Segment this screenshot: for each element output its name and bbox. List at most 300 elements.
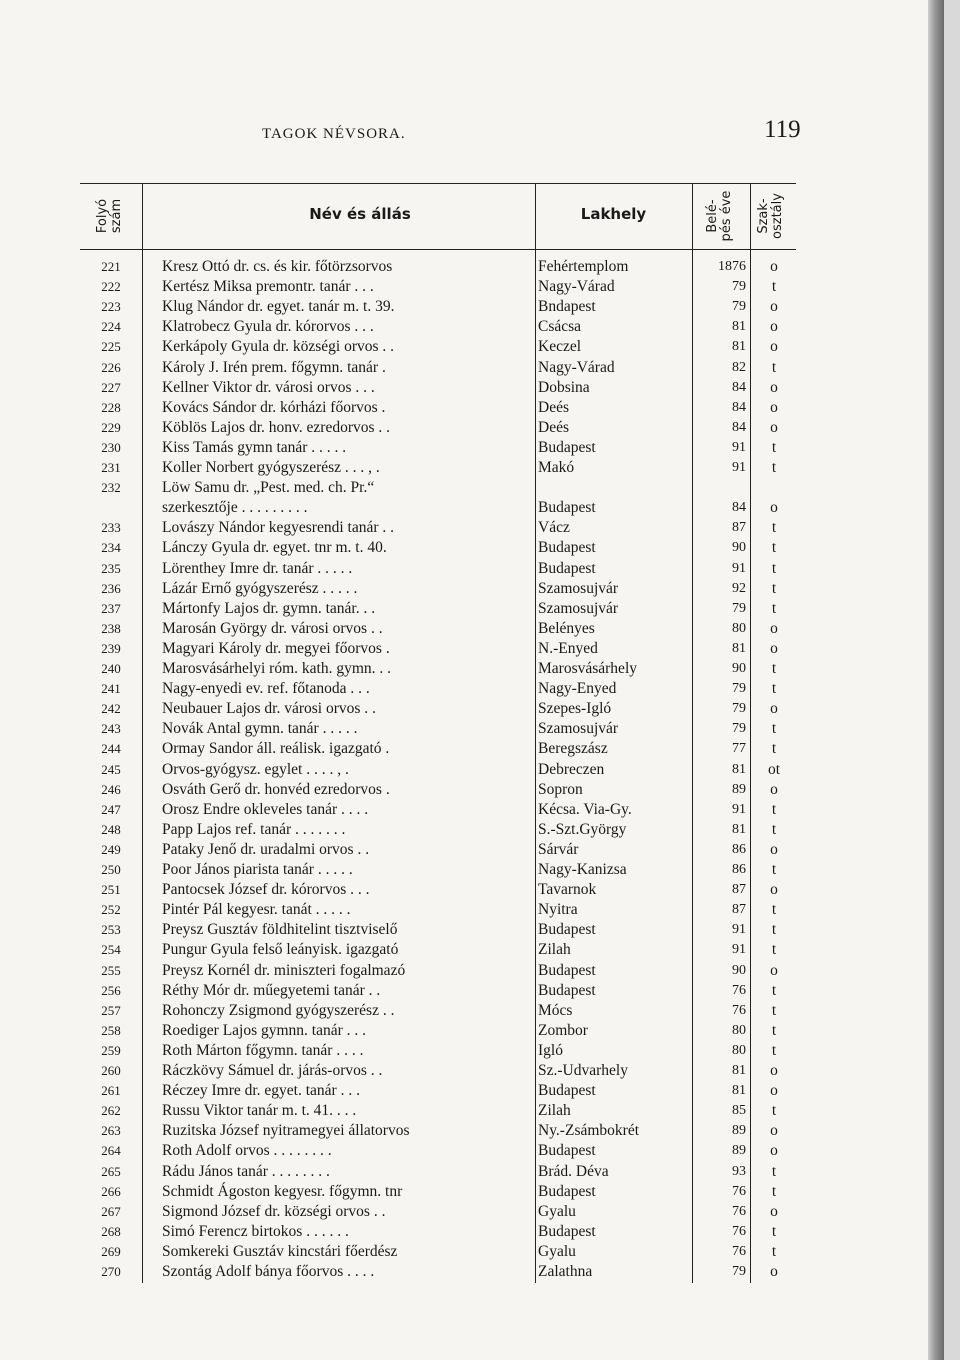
table-row [80,1222,796,1242]
entry-year: 81 [732,319,746,335]
section-code: o [770,1082,778,1100]
table-row [80,981,796,1001]
table-row [80,1001,796,1021]
member-residence: Budapest [538,1182,596,1200]
member-name-and-title: Köblös Lajos dr. honv. ezredorvos . . [162,418,391,436]
row-number: 258 [101,1022,121,1038]
entry-year: 76 [732,1183,746,1199]
header-szakosztaly: Szak- osztály [756,193,785,239]
member-residence: Zilah [538,941,571,959]
entry-year: 92 [732,580,746,596]
member-residence: Mócs [538,1001,573,1019]
section-code: o [770,418,778,436]
row-number: 226 [101,359,121,375]
member-residence: Budapest [538,1142,596,1160]
entry-year: 79 [732,279,746,295]
member-name-and-title: Pataky Jenő dr. uradalmi orvos . . [162,840,370,858]
row-number: 234 [101,540,121,556]
section-code: t [771,861,777,878]
member-table [80,183,796,1283]
section-code: o [770,1062,778,1079]
table-row [80,498,796,518]
row-number: 240 [101,661,121,676]
table-row [80,297,796,317]
section-code: o [770,318,778,336]
member-name-and-title: Ráczkövy Sámuel dr. járás-orvos . . [162,1062,383,1079]
row-number: 267 [101,1203,121,1219]
table-row [80,639,796,659]
row-number: 265 [101,1163,121,1179]
member-name-and-title: Lörenthey Imre dr. tanár . . . . . [162,559,353,577]
row-number: 246 [101,781,121,797]
row-number: 269 [101,1243,121,1259]
row-number: 233 [101,520,121,536]
section-code: t [771,941,777,959]
entry-year: 79 [732,721,746,737]
table-row [80,840,796,860]
member-name-and-title: Simó Ferencz birtokos . . . . . . [162,1222,349,1240]
row-number: 229 [101,419,121,435]
entry-year: 76 [732,1243,746,1259]
table-row [80,780,796,800]
member-name-and-title: Preysz Kornél dr. miniszteri fogalmazó [162,961,406,979]
member-residence: Fehértemplom [538,258,629,275]
member-residence: Deés [538,398,569,416]
row-number: 230 [101,439,121,455]
table-row [80,920,796,940]
table-row [80,478,796,498]
member-residence: Csácsa [538,318,582,336]
page-edge-shadow [928,0,944,1360]
member-name-and-title: Kovács Sándor dr. kórházi főorvos . [162,398,386,416]
row-number: 254 [101,942,121,958]
section-code: t [771,1021,777,1039]
entry-year: 84 [732,399,746,415]
row-number: 223 [101,299,121,315]
entry-year: 79 [732,701,746,717]
table-row [80,880,796,900]
member-name-and-title: Lovászy Nándor kegyesrendi tanár . . [162,519,394,537]
member-residence: Tavarnok [538,881,597,899]
table-row [80,398,796,418]
entry-year: 76 [732,982,746,998]
entry-year: 76 [732,1203,746,1219]
table-row [80,739,796,759]
table-row [80,317,796,337]
entry-year: 87 [732,520,746,536]
entry-year: 91 [732,942,746,958]
member-residence: Budapest [538,559,596,577]
section-code: t [771,358,777,376]
section-code: t [771,539,777,557]
entry-year: 80 [732,1042,746,1058]
member-name-and-title: Kertész Miksa premontr. tanár . . . [162,278,374,296]
table-row [80,1182,796,1202]
entry-year: 89 [732,1143,746,1159]
member-name-and-title: Magyari Károly dr. megyei főorvos . [162,639,390,657]
table-row [80,800,796,820]
entry-year: 90 [732,962,746,978]
member-name-and-title: Roth Márton főgymn. tanár . . . . [162,1041,364,1059]
table-row [80,940,796,960]
member-residence: Igló [538,1041,563,1059]
table-row [80,458,796,478]
table-row [80,1081,796,1101]
row-number: 270 [101,1264,121,1279]
member-name-and-title: Kellner Viktor dr. városi orvos . . . [162,378,375,396]
table-row [80,538,796,558]
row-number: 243 [101,721,121,737]
section-code: o [770,258,778,275]
table-row [80,1101,796,1121]
section-code: o [770,780,778,798]
section-code: t [771,278,777,296]
entry-year: 89 [732,781,746,797]
entry-year: 80 [732,1022,746,1038]
member-name-and-title: Nagy-enyedi ev. ref. főtanoda . . . [162,680,370,698]
row-number: 262 [101,1103,121,1119]
member-name-and-title: Roediger Lajos gymnn. tanár . . . [162,1021,367,1039]
row-number: 231 [101,460,121,475]
member-residence: Szamosujvár [538,599,619,617]
table-row [80,418,796,438]
table-row [80,961,796,981]
entry-year: 81 [732,761,746,777]
table-row [80,760,796,780]
section-code: t [771,740,777,758]
member-name-and-title: Kerkápoly Gyula dr. községi orvos . . [162,338,395,356]
member-name-and-title: Ruzitska József nyitramegyei állatorvos [162,1122,410,1140]
entry-year: 79 [732,1264,746,1279]
member-residence: Budapest [538,961,596,979]
member-name-and-title: Koller Norbert gyógyszerész . . . , . [162,459,380,476]
section-code: t [771,1041,777,1059]
member-name-and-title: Rohonczy Zsigmond gyógyszerész . . [162,1001,395,1019]
member-name-and-title: Russu Viktor tanár m. t. 41. . . . [162,1102,357,1120]
member-residence: Belényes [538,619,595,637]
member-name-and-title: Lánczy Gyula dr. egyet. tnr m. t. 40. [162,539,387,557]
entry-year: 90 [732,661,746,676]
entry-year: 79 [732,681,746,697]
member-residence: Budapest [538,1222,596,1240]
member-name-and-title: Pungur Gyula felső leányisk. igazgató [162,941,399,959]
page-number: 119 [764,116,801,143]
row-number: 228 [101,399,121,415]
table-row [80,378,796,398]
entry-year: 84 [732,419,746,435]
member-residence: Makó [538,459,575,476]
row-number: 252 [101,902,121,918]
member-residence: Budapest [538,1082,596,1100]
table-row [80,1041,796,1061]
member-residence: Beregszász [538,740,608,758]
row-number: 239 [101,640,121,656]
header-lakhely: Lakhely [580,205,647,223]
section-code: t [771,1001,777,1019]
row-number: 224 [101,319,121,335]
member-residence: Keczel [538,338,582,356]
table-row [80,337,796,357]
table-row [80,619,796,639]
table-row [80,1061,796,1081]
section-code: t [771,921,777,939]
member-residence: Sárvár [538,840,579,858]
member-residence: Budapest [538,438,596,456]
row-number: 256 [101,982,121,998]
member-residence: Gyalu [538,1202,576,1220]
member-residence: Sz.-Udvarhely [538,1062,628,1079]
table-row [80,277,796,297]
member-residence: Budapest [538,499,596,517]
row-number: 266 [101,1183,121,1199]
table-row [80,1162,796,1182]
row-number: 245 [101,761,121,777]
entry-year: 91 [732,460,746,475]
table-row [80,900,796,920]
section-code: o [770,378,778,396]
member-residence: Ny.-Zsámbokrét [538,1122,640,1140]
section-code: t [771,901,777,919]
member-name-and-title: Papp Lajos ref. tanár . . . . . . . [162,820,346,838]
section-code: t [771,1222,777,1240]
section-code: ot [767,760,781,778]
row-number: 221 [101,259,121,274]
table-row [80,699,796,719]
member-residence: Budapest [538,981,596,999]
section-code: o [770,499,778,517]
member-name-and-title: Kresz Ottó dr. cs. és kir. főtörzsorvos [162,258,393,275]
section-code: t [771,820,777,838]
section-code: o [770,298,778,316]
entry-year: 81 [732,1083,746,1099]
entry-year: 81 [732,1063,746,1078]
entry-year: 82 [732,359,746,375]
row-number: 247 [101,801,121,817]
section-code: o [770,619,778,637]
table-row [80,719,796,739]
table-row [80,599,796,619]
member-name-and-title: Szontág Adolf bánya főorvos . . . . [162,1263,375,1280]
table-row [80,579,796,599]
member-name-and-title: szerkesztője . . . . . . . . . [162,499,308,517]
section-code: t [771,981,777,999]
entry-year: 76 [732,1223,746,1239]
entry-year: 91 [732,922,746,938]
table-row [80,1021,796,1041]
member-residence: Zilah [538,1102,571,1120]
header-bottom-rule [80,249,796,250]
member-residence: Brád. Déva [538,1162,609,1180]
member-name-and-title: Orosz Endre okleveles tanár . . . . [162,800,369,818]
section-code: o [770,338,778,356]
table-row [80,679,796,699]
entry-year: 1876 [718,259,746,274]
member-name-and-title: Lázár Ernő gyógyszerész . . . . . [162,579,358,597]
member-residence: Marosvásárhely [538,660,637,677]
row-number: 257 [101,1002,121,1018]
row-number: 225 [101,339,121,355]
entry-year: 90 [732,540,746,556]
row-number: 248 [101,821,121,837]
section-code: t [771,459,777,476]
table-row [80,1262,796,1282]
member-name-and-title: Kiss Tamás gymn tanár . . . . . [162,438,347,456]
entry-year: 81 [732,640,746,656]
member-residence: Zalathna [538,1263,593,1280]
member-residence: Nagy-Várad [538,278,615,296]
row-number: 263 [101,1123,121,1139]
member-residence: Bndapest [538,298,596,316]
member-residence: S.-Szt.György [538,820,627,838]
member-name-and-title: Schmidt Ágoston kegyesr. főgymn. tnr [162,1182,403,1200]
member-residence: Kécsa. Via-Gy. [538,800,632,818]
row-number: 236 [101,580,121,596]
entry-year: 87 [732,902,746,918]
row-number: 255 [101,962,121,978]
member-name-and-title: Károly J. Irén prem. főgymn. tanár . [162,358,386,376]
table-row [80,860,796,880]
row-number: 253 [101,922,121,938]
member-name-and-title: Klug Nándor dr. egyet. tanár m. t. 39. [162,298,395,316]
table-row [80,1141,796,1161]
section-code: t [771,1182,777,1200]
header-folyo-szam: Folyó szám [95,198,124,234]
table-row [80,438,796,458]
table-row [80,1121,796,1141]
member-name-and-title: Somkereki Gusztáv kincstári főerdész [162,1242,398,1260]
row-number: 249 [101,841,121,857]
member-name-and-title: Orvos-gyógysz. egylet . . . . , . [162,760,349,778]
table-row [80,659,796,679]
member-residence: Szamosujvár [538,579,619,597]
section-code: t [771,579,777,597]
member-residence: Budapest [538,539,596,557]
section-code: t [771,438,777,456]
section-code: o [770,398,778,416]
member-name-and-title: Poor János piarista tanár . . . . . [162,861,353,878]
row-number: 235 [101,560,121,576]
section-code: o [770,1142,778,1160]
member-residence: Deés [538,418,569,436]
section-code: t [771,1102,777,1120]
header-belepes-eve: Belé- pés éve [705,190,734,242]
member-residence: N.-Enyed [538,639,598,657]
member-residence: Nyitra [538,901,578,919]
entry-year: 86 [732,841,746,857]
entry-year: 86 [732,862,746,877]
member-name-and-title: Preysz Gusztáv földhitelint tisztviselő [162,921,398,939]
table-top-rule [80,183,796,184]
entry-year: 84 [732,500,746,516]
entry-year: 91 [732,439,746,455]
member-residence: Szamosujvár [538,720,619,738]
section-code: t [771,519,777,537]
member-name-and-title: Marosvásárhelyi róm. kath. gymn. . . [162,660,392,677]
running-head: TAGOK NÉVSORA. [262,126,406,142]
member-name-and-title: Roth Adolf orvos . . . . . . . . [162,1142,332,1160]
row-number: 241 [101,681,121,697]
section-code: t [771,599,777,617]
table-row [80,257,796,277]
member-name-and-title: Réthy Mór dr. műegyetemi tanár . . [162,981,381,999]
table-row [80,358,796,378]
entry-year: 91 [732,560,746,576]
table-row [80,1202,796,1222]
member-name-and-title: Pintér Pál kegyesr. tanát . . . . . [162,901,351,919]
section-code: o [770,881,778,899]
member-residence: Zombor [538,1021,588,1039]
entry-year: 87 [732,882,746,898]
table-row [80,1242,796,1262]
row-number: 222 [101,279,121,295]
member-residence: Sopron [538,780,583,798]
section-code: o [770,700,778,718]
entry-year: 80 [732,620,746,636]
entry-year: 79 [732,299,746,315]
section-code: o [770,1202,778,1220]
entry-year: 81 [732,339,746,355]
row-number: 238 [101,620,121,636]
row-number: 237 [101,600,121,616]
section-code: t [771,720,777,738]
table-row [80,559,796,579]
row-number: 232 [101,480,121,496]
section-code: t [771,660,777,677]
section-code: t [771,680,777,698]
section-code: o [770,840,778,858]
row-number: 264 [101,1143,121,1159]
section-code: o [770,1263,778,1280]
member-name-and-title: Ormay Sandor áll. reálisk. igazgató . [162,740,390,758]
section-code: t [771,1162,777,1180]
row-number: 251 [101,882,121,898]
section-code: t [771,1242,777,1260]
entry-year: 76 [732,1002,746,1018]
entry-year: 79 [732,600,746,616]
section-code: o [770,1122,778,1140]
entry-year: 84 [732,379,746,395]
member-residence: Nagy-Várad [538,358,615,376]
table-row [80,518,796,538]
entry-year: 85 [732,1103,746,1119]
row-number: 261 [101,1083,121,1099]
section-code: o [770,961,778,979]
header-nev-es-allas: Név és állás [309,205,411,223]
member-name-and-title: Novák Antal gymn. tanár . . . . . [162,720,358,738]
row-number: 259 [101,1042,121,1058]
member-residence: Nagy-Kanizsa [538,861,627,878]
member-residence: Vácz [538,519,570,537]
entry-year: 89 [732,1123,746,1139]
row-number: 244 [101,741,121,757]
member-name-and-title: Pantocsek József dr. kórorvos . . . [162,881,370,899]
section-code: t [771,800,777,818]
member-residence: Budapest [538,921,596,939]
member-name-and-title: Neubauer Lajos dr. városi orvos . . [162,700,376,718]
section-code: o [770,639,778,657]
entry-year: 81 [732,821,746,837]
member-residence: Nagy-Enyed [538,680,617,698]
member-residence: Gyalu [538,1242,576,1260]
member-name-and-title: Réczey Imre dr. egyet. tanár . . . [162,1082,360,1100]
section-code: t [771,559,777,577]
member-residence: Debreczen [538,760,605,778]
entry-year: 91 [732,801,746,817]
member-name-and-title: Mártonfy Lajos dr. gymn. tanár. . . [162,599,376,617]
row-number: 268 [101,1223,121,1239]
row-number: 260 [101,1063,121,1078]
member-name-and-title: Klatrobecz Gyula dr. kórorvos . . . [162,318,374,336]
